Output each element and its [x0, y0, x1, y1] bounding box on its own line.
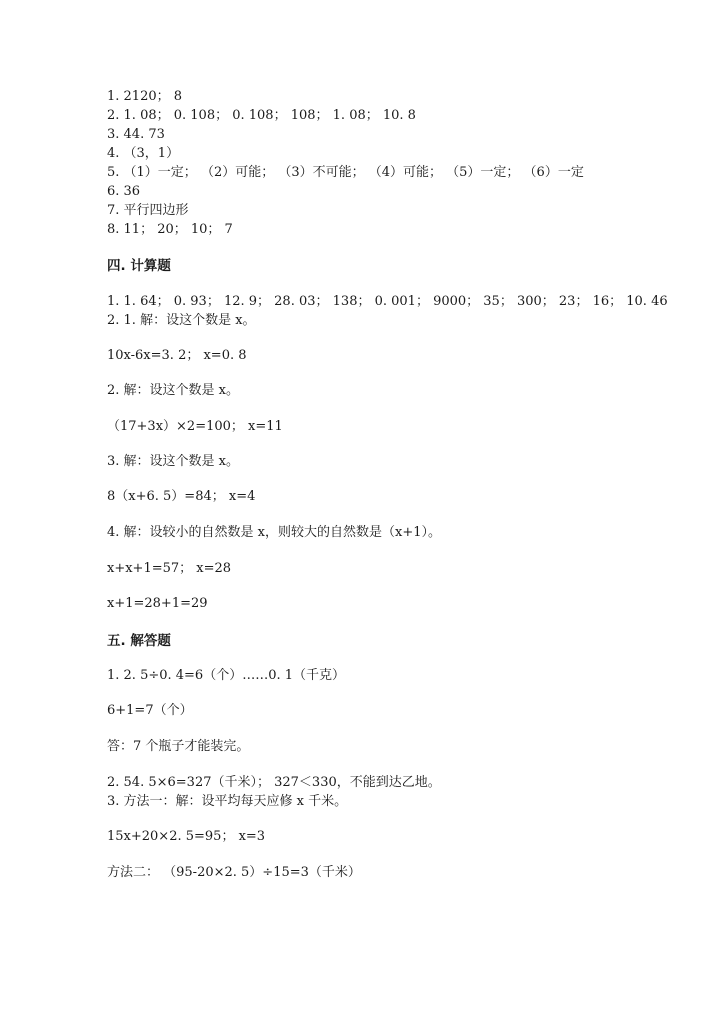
answer-line-3-4: 4. （3，1） — [107, 146, 180, 161]
solve-line-1: 1. 2. 5÷0. 4=6（个）……0. 1（千克） — [107, 668, 346, 683]
answer-line-3-8: 8. 11； 20； 10； 7 — [107, 222, 233, 237]
solve-line-4: 2. 54. 5×6=327（千米）； 327＜330，不能到达乙地。 — [107, 775, 441, 790]
calc-line-9: x+x+1=57； x=28 — [107, 561, 232, 576]
section-heading-calculation: 四. 计算题 — [107, 258, 171, 274]
solve-line-6: 15x+20×2. 5=95； x=3 — [107, 829, 266, 844]
answer-line-3-1: 1. 2120； 8 — [107, 89, 183, 104]
calc-line-1: 1. 1. 64； 0. 93； 12. 9； 28. 03； 138； 0. 001； 9000； 35； 300； 23； 16； 10. 46 — [107, 294, 668, 309]
calc-line-7: 8（x+6. 5）=84； x=4 — [107, 489, 256, 504]
section-heading-word-problems: 五. 解答题 — [107, 633, 171, 649]
answer-line-3-3: 3. 44. 73 — [107, 127, 165, 142]
calc-line-4: 2. 解：设这个数是 x。 — [107, 383, 239, 398]
answer-line-3-7: 7. 平行四边形 — [107, 203, 189, 218]
answer-line-3-2: 2. 1. 08； 0. 108； 0. 108； 108； 1. 08； 10. 8 — [107, 108, 416, 123]
calc-line-10: x+1=28+1=29 — [107, 596, 208, 611]
answer-line-3-6: 6. 36 — [107, 184, 141, 199]
solve-line-2: 6+1=7（个） — [107, 703, 193, 718]
calc-line-3: 10x-6x=3. 2； x=0. 8 — [107, 348, 247, 363]
answer-line-3-5: 5. （1）一定； （2）可能； （3）不可能； （4）可能； （5）一定； （6）一定 — [107, 165, 584, 180]
calc-line-6: 3. 解：设这个数是 x。 — [107, 454, 239, 469]
calc-line-2: 2. 1. 解：设这个数是 x。 — [107, 313, 256, 328]
solve-line-7: 方法二： （95-20×2. 5）÷15=3（千米） — [107, 865, 361, 880]
calc-line-5: （17+3x）×2=100； x=11 — [107, 419, 283, 434]
calc-line-8: 4. 解：设较小的自然数是 x，则较大的自然数是（x+1）。 — [107, 525, 441, 540]
solve-line-3: 答：7 个瓶子才能装完。 — [107, 739, 250, 754]
solve-line-5: 3. 方法一：解：设平均每天应修 x 千米。 — [107, 794, 348, 809]
